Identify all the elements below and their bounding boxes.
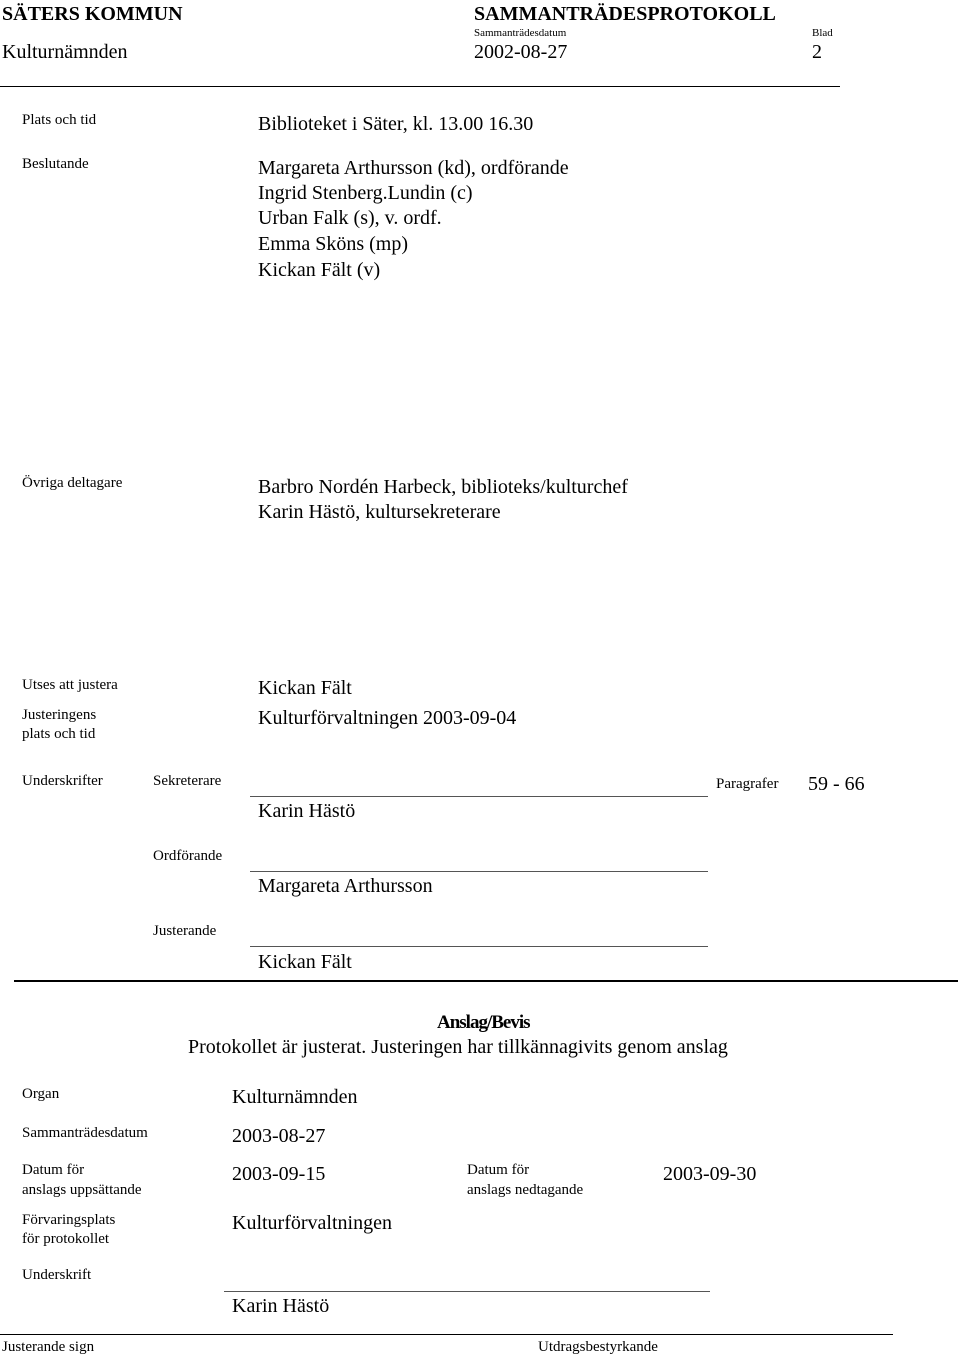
deciders-label: Beslutande [22,156,89,172]
chair-label: Ordförande [153,848,223,864]
notice-signature-line [224,1291,710,1292]
decider-3: Urban Falk (s), v. ordf. [258,207,442,229]
posted-date-label-1: Datum för [22,1162,85,1178]
signature-adjuster-label: Justerande [153,923,217,939]
footer-divider [0,1334,893,1335]
decider-2: Ingrid Stenberg.Lundin (c) [258,182,473,204]
adjuster-label: Utses att justera [22,677,118,693]
notice-statement: Protokollet är justerat. Justeringen har tillkännagivits genom anslag [188,1036,728,1058]
secretary-label: Sekreterare [153,773,222,789]
posted-date-label-2: anslags uppsättande [22,1182,142,1198]
secretary-signature-line [250,796,708,797]
adjuster-value: Kickan Fält [258,677,352,699]
place-label: Plats och tid [22,112,97,128]
page-number: 2 [812,41,822,63]
signatures-label: Underskrifter [22,773,103,789]
secretary-name: Karin Hästö [258,800,356,822]
header-divider [0,86,840,87]
decider-4: Emma Sköns (mp) [258,233,408,255]
decider-5: Kickan Fält (v) [258,259,381,281]
storage-label-1: Förvaringsplats [22,1212,116,1228]
document-type: SAMMANTRÄDESPROTOKOLL [474,3,776,25]
adjust-place-label-1: Justeringens [22,707,97,723]
posted-date-value: 2003-09-15 [232,1163,326,1185]
chair-signature-line [250,871,708,872]
organ-label: Organ [22,1086,60,1102]
paragraphs-value: 59 - 66 [808,773,865,795]
meeting-date: 2002-08-27 [474,41,568,63]
others-label: Övriga deltagare [22,475,123,491]
adjust-place-value: Kulturförvaltningen 2003-09-04 [258,707,517,729]
organ-value: Kulturnämnden [232,1086,358,1108]
removed-date-value: 2003-09-30 [663,1163,757,1185]
notice-signer-name: Karin Hästö [232,1295,330,1317]
municipality-name: SÄTERS KOMMUN [2,3,183,25]
certification-label: Utdragsbestyrkande [538,1339,658,1355]
paragraphs-label: Paragrafer [716,776,779,792]
decider-1: Margareta Arthursson (kd), ordförande [258,157,569,179]
storage-label-2: för protokollet [22,1231,110,1247]
other-participant-1: Barbro Nordén Harbeck, biblioteks/kulturchef [258,476,628,498]
adjuster-signature-line [250,946,708,947]
removed-date-label-1: Datum för [467,1162,530,1178]
adjuster-sign-label: Justerande sign [2,1339,95,1355]
section-divider [14,980,958,982]
chair-name: Margareta Arthursson [258,875,433,897]
adjust-place-label-2: plats och tid [22,726,96,742]
committee-name: Kulturnämnden [2,41,128,63]
storage-value: Kulturförvaltningen [232,1212,392,1234]
notice-title: Anslag/Bevis [437,1012,530,1033]
page-label: Blad [812,27,833,39]
removed-date-label-2: anslags nedtagande [467,1182,584,1198]
meeting-date-label: Sammanträdesdatum [474,27,567,39]
place-value: Biblioteket i Säter, kl. 13.00 16.30 [258,113,534,135]
notice-meeting-date: 2003-08-27 [232,1125,326,1147]
other-participant-2: Karin Hästö, kultursekreterare [258,501,501,523]
signature-adjuster-name: Kickan Fält [258,951,352,973]
notice-signature-label: Underskrift [22,1267,92,1283]
notice-meeting-date-label: Sammanträdesdatum [22,1125,148,1141]
